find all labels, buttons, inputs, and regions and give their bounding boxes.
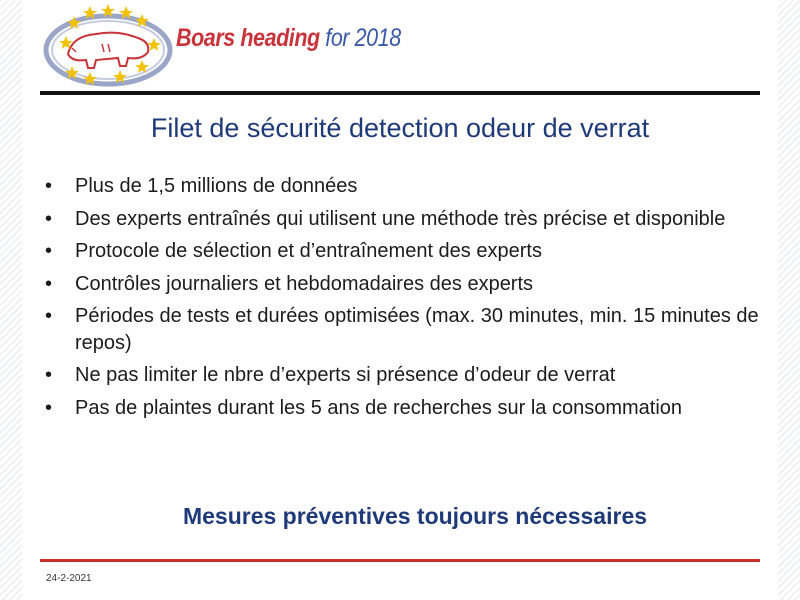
list-item: [45, 238, 785, 265]
header-divider: [40, 91, 760, 95]
bullet-text: Contrôles journaliers et hebdomadaires des experts: [75, 272, 534, 295]
list-item: [45, 362, 785, 389]
brand-main: Boars heading: [176, 24, 326, 52]
bullet-icon: •: [45, 272, 53, 295]
slide-date: 24-2-2021: [46, 573, 92, 584]
bullet-icon: •: [45, 305, 53, 327]
bullet-list: [45, 173, 785, 427]
conclusion-text: Mesures préventives toujours nécessaires: [182, 503, 648, 529]
brand-sub: for 2018: [325, 24, 401, 52]
list-item: [45, 271, 785, 298]
list-item: [45, 173, 785, 200]
bullet-text: Pas de plaintes durant les 5 ans de recherches sur la consommation: [75, 396, 683, 419]
list-item: [45, 206, 785, 233]
bullet-text: Protocole de sélection et d’entraînement des experts: [75, 240, 542, 262]
bullet-icon: •: [45, 207, 53, 230]
bullet-text: Périodes de tests et durées optimisées (max. 30 minutes, min. 15 minutes de repos): [75, 305, 759, 354]
list-item: [45, 303, 785, 356]
bullet-icon: •: [45, 396, 53, 419]
brand-title: [176, 24, 401, 53]
bullet-icon: •: [45, 240, 53, 262]
boar-logo-icon: [38, 0, 178, 95]
footer-divider: [40, 559, 760, 562]
bullet-icon: •: [45, 364, 53, 386]
bullet-icon: •: [45, 175, 53, 197]
bullet-text: Plus de 1,5 millions de données: [75, 175, 358, 197]
bullet-text: Ne pas limiter le nbre d’experts si présence d’odeur de verrat: [75, 364, 616, 386]
slide-title: Filet de sécurité detection odeur de verrat: [150, 113, 650, 143]
list-item: [45, 395, 785, 422]
bullet-text: Des experts entraînés qui utilisent une méthode très précise et disponible: [75, 207, 726, 230]
